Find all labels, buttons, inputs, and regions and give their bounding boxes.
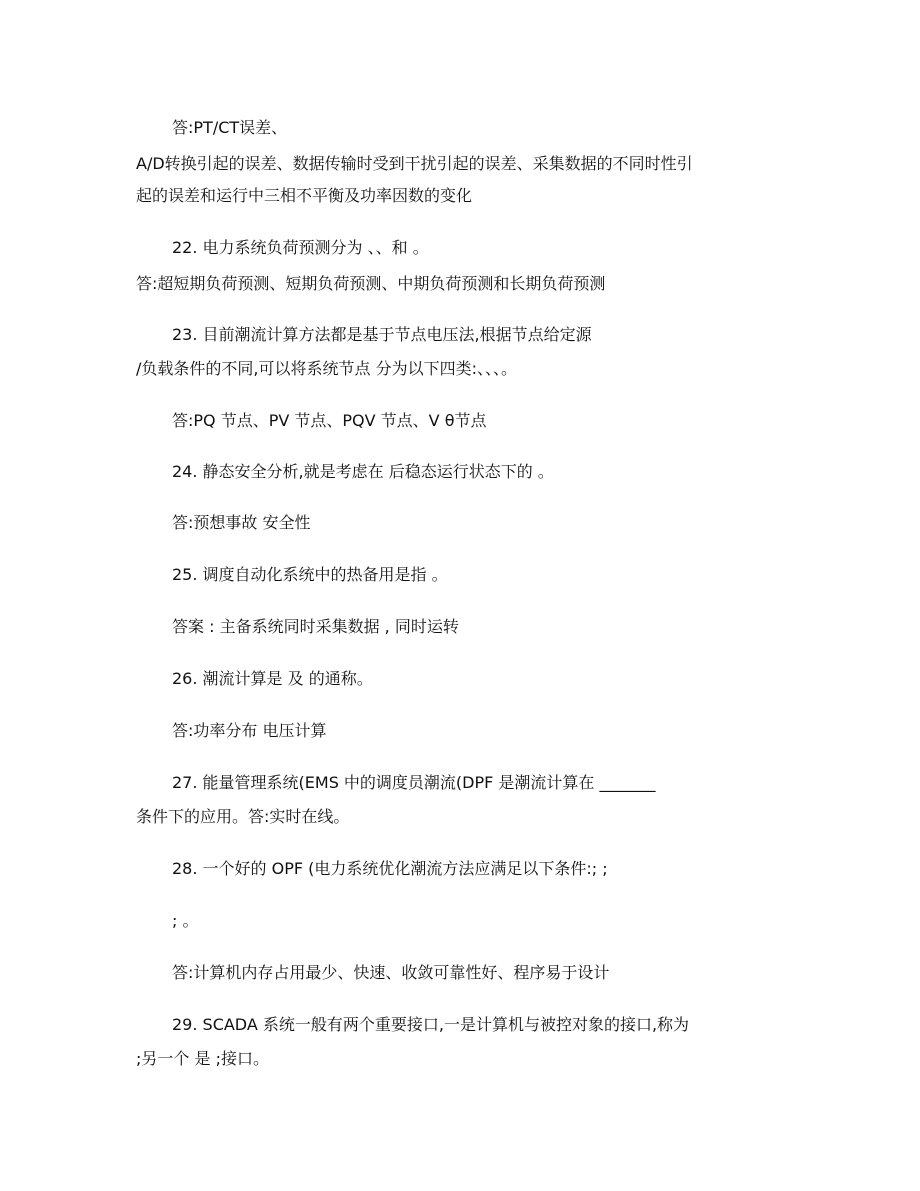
answer-line: 答:PT/CT误差、 <box>172 118 288 137</box>
answer-25: 答案 : 主备系统同时采集数据 , 同时运转 <box>172 617 459 636</box>
question-23: 23. 目前潮流计算方法都是基于节点电压法,根据节点给定源 <box>172 325 592 344</box>
question-22: 22. 电力系统负荷预测分为 、、和 。 <box>172 238 429 257</box>
question-26: 26. 潮流计算是 及 的通称。 <box>172 669 373 688</box>
answer-28: 答:计算机内存占用最少、快速、收敛可靠性好、程序易于设计 <box>172 963 610 982</box>
question-27: 27. 能量管理系统(EMS 中的调度员潮流(DPF 是潮流计算在 _______ <box>172 773 656 792</box>
answer-line: 起的误差和运行中三相不平衡及功率因数的变化 <box>136 186 473 205</box>
question-29-cont: ;另一个 是 ;接口。 <box>136 1049 269 1068</box>
question-24: 24. 静态安全分析,就是考虑在 后稳态运行状态下的 。 <box>172 462 554 481</box>
question-23-cont: /负载条件的不同,可以将系统节点 分为以下四类:、、、。 <box>136 359 517 378</box>
question-25: 25. 调度自动化系统中的热备用是指 。 <box>172 565 448 584</box>
answer-24: 答:预想事故 安全性 <box>172 513 311 532</box>
question-29: 29. SCADA 系统一般有两个重要接口,一是计算机与被控对象的接口,称为 <box>172 1015 690 1034</box>
question-28-cont: ; 。 <box>172 911 199 930</box>
answer-23: 答:PQ 节点、PV 节点、PQV 节点、V θ节点 <box>172 411 487 430</box>
answer-line: A/D转换引起的误差、数据传输时受到干扰引起的误差、采集数据的不同时性引 <box>136 154 693 173</box>
answer-22: 答:超短期负荷预测、短期负荷预测、中期负荷预测和长期负荷预测 <box>136 274 606 293</box>
question-28: 28. 一个好的 OPF (电力系统优化潮流方法应满足以下条件:; ; <box>172 859 608 878</box>
question-27-cont: 条件下的应用。答:实时在线。 <box>136 807 350 826</box>
answer-26: 答:功率分布 电压计算 <box>172 721 327 740</box>
